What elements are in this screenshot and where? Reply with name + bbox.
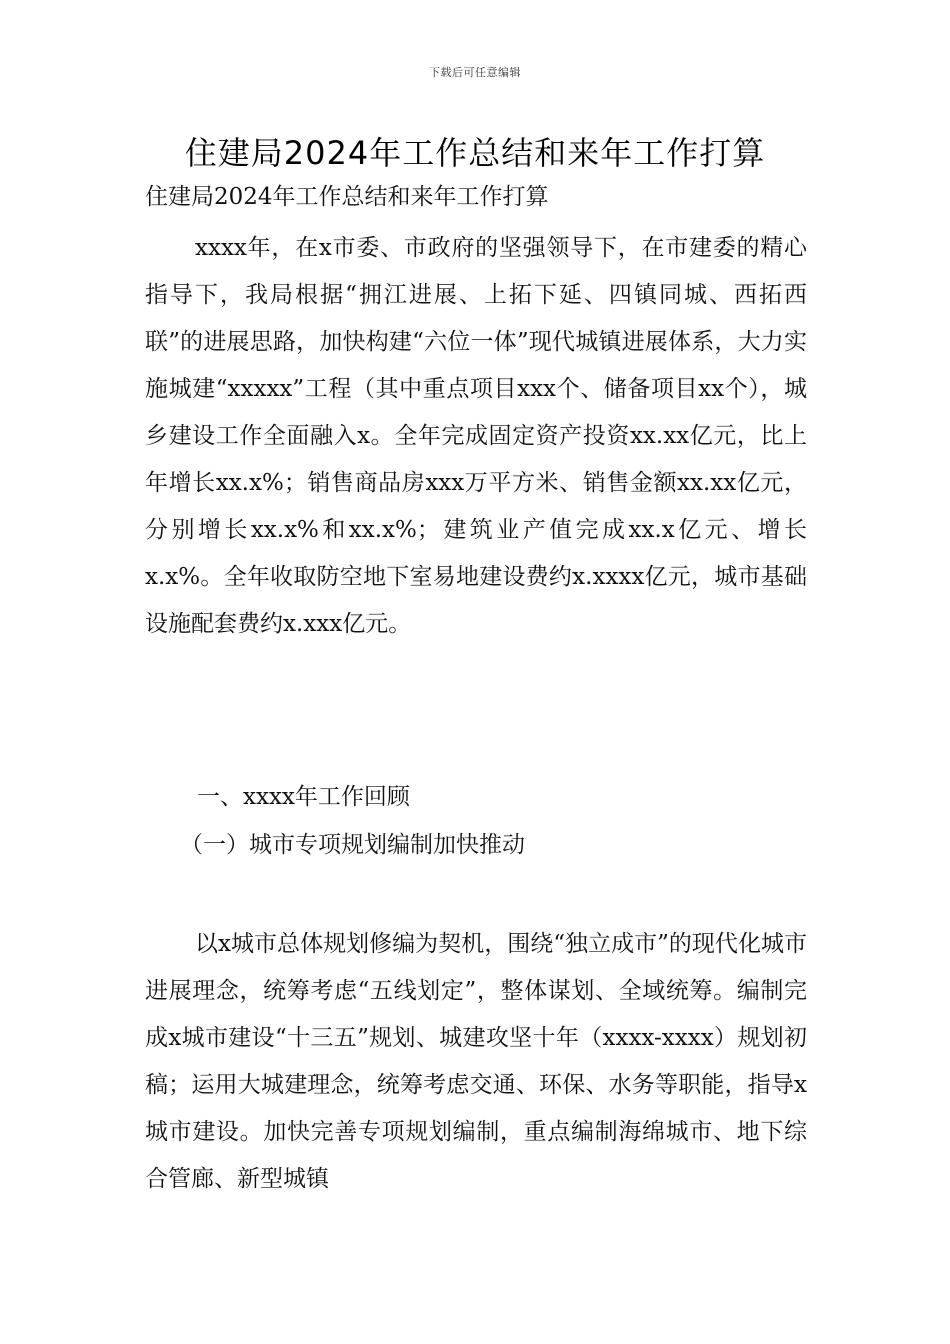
section-heading: 一、xxxx年工作回顾: [197, 784, 410, 810]
body-paragraph: 以x城市总体规划修编为契机，围绕“独立成市”的现代化城市进展理念，统筹考虑“五线划定”，整体谋划、全域统筹。编制完成x城市建设“十三五”规划、城建攻坚十年（xxxx-xxxx）规划初稿；运用大城建理念，统筹考虑交通、环保、水务等职能，指导x城市建设。加快完善专项规划编制，重点编制海绵城市、地下综合管廊、新型城镇: [145, 931, 807, 1192]
document-title: 住建局2024年工作总结和来年工作打算: [184, 134, 766, 172]
subsection-heading: （一）城市专项规划编制加快推动: [180, 832, 525, 858]
header-note: 下载后可任意编辑: [429, 66, 521, 79]
intro-paragraph: xxxx年，在x市委、市政府的坚强领导下，在市建委的精心指导下，我局根据“拥江进展、上拓下延、四镇同城、西拓西联”的进展思路，加快构建“六位一体”现代城镇进展体系，大力实施城建“xxxxx”工程（其中重点项目xxx个、储备项目xx个），城乡建设工作全面融入x。全年完成固定资产投资xx.xx亿元，比上年增长xx.x%；销售商品房xxx万平方米、销售金额xx.xx亿元，分别增长xx.x%和xx.x%；建筑业产值完成xx.x亿元、增长x.x%。全年收取防空地下室易地建设费约x.xxxx亿元，城市基础设施配套费约x.xxx亿元。: [145, 235, 807, 637]
document-subtitle: 住建局2024年工作总结和来年工作打算: [145, 184, 549, 210]
